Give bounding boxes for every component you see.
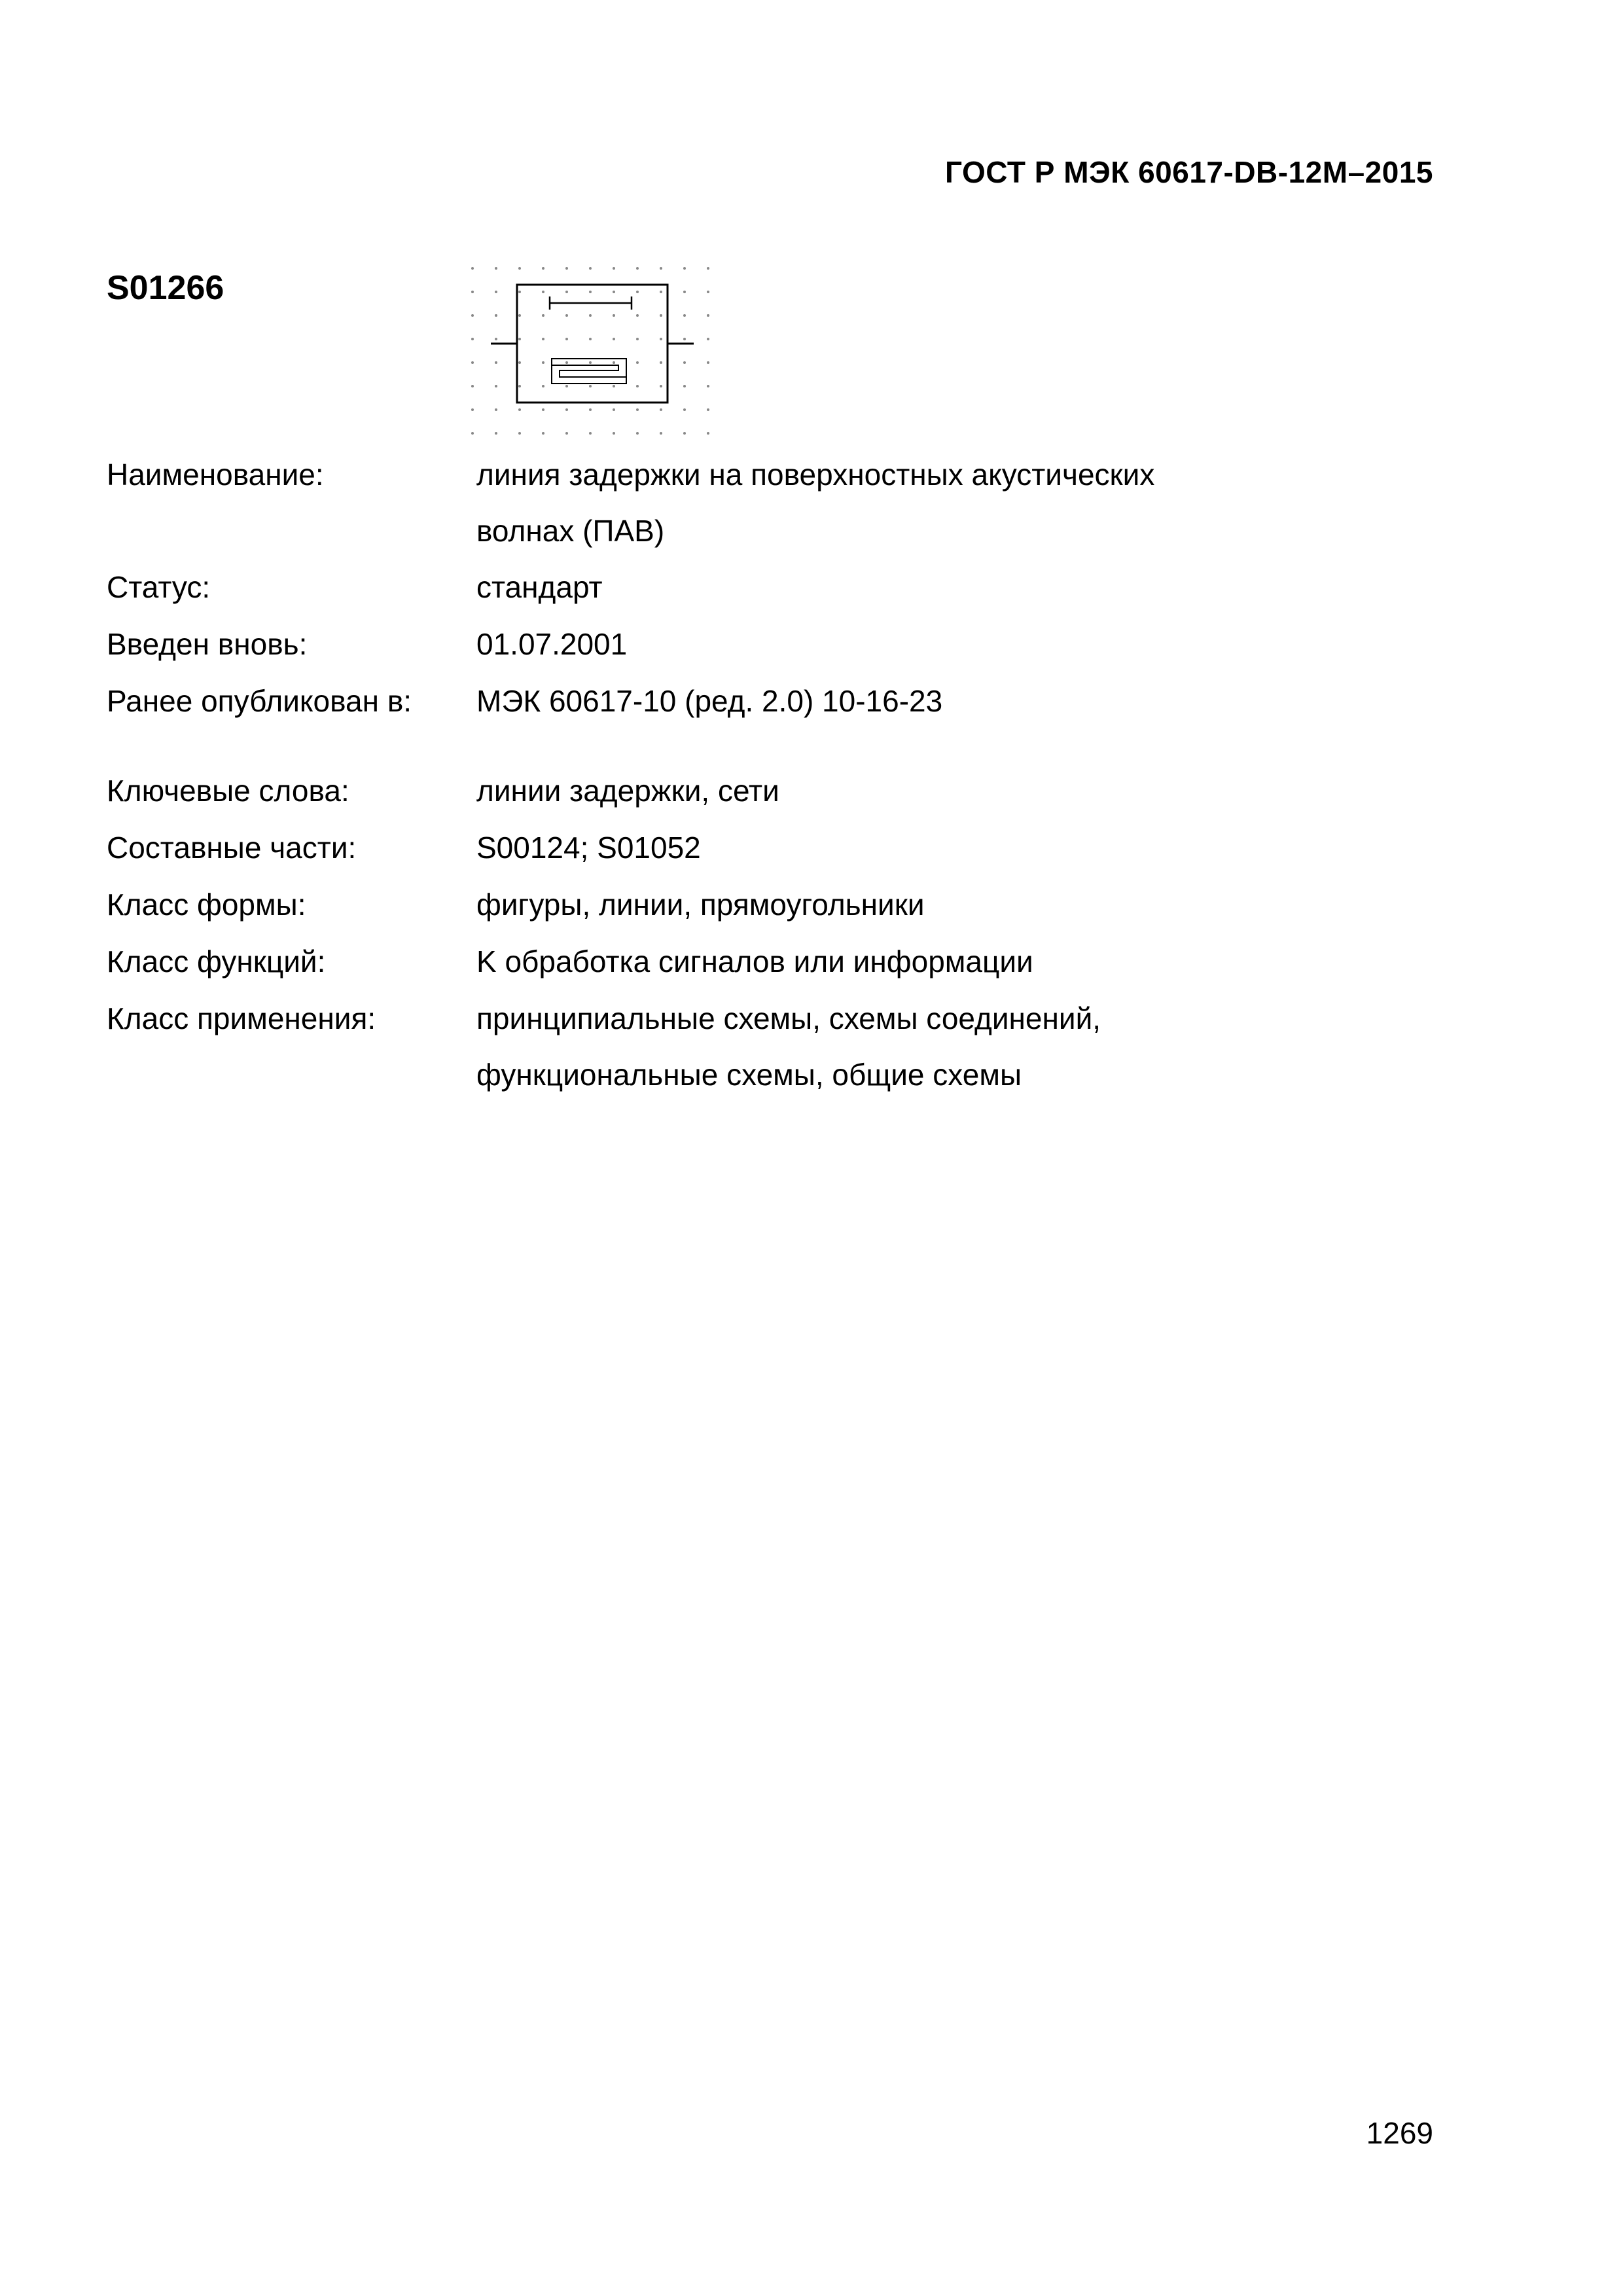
- grid-dot: [636, 408, 639, 411]
- grid-dot: [683, 314, 686, 317]
- grid-dot: [542, 291, 544, 293]
- grid-dot: [707, 432, 709, 435]
- field-label: Введен вновь:: [107, 627, 308, 661]
- field-value-line: волнах (ПАВ): [476, 514, 665, 548]
- grid-dot: [542, 408, 544, 411]
- field-value-line: МЭК 60617-10 (ред. 2.0) 10-16-23: [476, 684, 943, 718]
- grid-dot: [589, 338, 592, 340]
- grid-dot: [613, 291, 615, 293]
- field-value-line: стандарт: [476, 570, 603, 604]
- field-row: [107, 819, 1458, 876]
- grid-dot: [683, 385, 686, 387]
- grid-dot: [471, 291, 474, 293]
- field-label: Наименование:: [107, 457, 324, 492]
- grid-dot: [542, 432, 544, 435]
- field-label: Ранее опубликован в:: [107, 684, 412, 718]
- grid-dot: [471, 267, 474, 270]
- grid-dot: [613, 408, 615, 411]
- grid-dot: [495, 291, 497, 293]
- field-label: Ключевые слова:: [107, 774, 349, 808]
- grid-dot: [565, 267, 568, 270]
- field-value-line: линия задержки на поверхностных акустических: [476, 457, 1155, 492]
- grid-dot: [542, 338, 544, 340]
- grid-dot: [542, 267, 544, 270]
- grid-dot: [707, 338, 709, 340]
- grid-dot: [683, 408, 686, 411]
- grid-dot: [636, 361, 639, 364]
- grid-dot: [471, 432, 474, 435]
- grid-dot: [471, 314, 474, 317]
- field-value-line: K обработка сигналов или информации: [476, 944, 1033, 978]
- field-value: [476, 990, 1458, 1103]
- grid-dot: [518, 314, 521, 317]
- grid-dot: [518, 361, 521, 364]
- grid-dot: [707, 361, 709, 364]
- grid-dot: [683, 361, 686, 364]
- grid-dot: [589, 432, 592, 435]
- grid-dot: [495, 314, 497, 317]
- field-row: [107, 616, 1458, 672]
- field-label: Статус:: [107, 570, 211, 604]
- field-value-line: функциональные схемы, общие схемы: [476, 1058, 1022, 1092]
- field-row: [107, 933, 1458, 990]
- field-label: Класс применения:: [107, 1001, 376, 1035]
- grid-dot: [636, 267, 639, 270]
- symbol-code: S01266: [107, 269, 224, 307]
- field-row: [107, 559, 1458, 615]
- grid-dot: [565, 408, 568, 411]
- field-value-line: 01.07.2001: [476, 627, 628, 661]
- grid-dot: [589, 361, 592, 364]
- grid-dot: [495, 385, 497, 387]
- grid-dot: [518, 432, 521, 435]
- grid-dots: [471, 267, 709, 435]
- field-value: [476, 819, 1458, 876]
- grid-dot: [565, 361, 568, 364]
- grid-dot: [518, 408, 521, 411]
- grid-dot: [495, 432, 497, 435]
- field-label: Класс функций:: [107, 944, 326, 978]
- field-value-line: линии задержки, сети: [476, 774, 779, 808]
- grid-dot: [636, 385, 639, 387]
- grid-dot: [660, 408, 662, 411]
- document-header: ГОСТ Р МЭК 60617-DB-12M–2015: [945, 155, 1433, 189]
- grid-dot: [636, 291, 639, 293]
- grid-dot: [613, 314, 615, 317]
- grid-dot: [636, 432, 639, 435]
- grid-dot: [683, 267, 686, 270]
- grid-dot: [589, 314, 592, 317]
- grid-dot: [471, 338, 474, 340]
- grid-dot: [495, 361, 497, 364]
- field-label: Составные части:: [107, 831, 357, 865]
- grid-dot: [613, 267, 615, 270]
- field-value-line: принципиальные схемы, схемы соединений,: [476, 1001, 1101, 1035]
- grid-dot: [589, 385, 592, 387]
- field-label: Класс формы:: [107, 888, 306, 922]
- page-number: 1269: [1366, 2116, 1433, 2150]
- grid-dot: [707, 385, 709, 387]
- grid-dot: [495, 338, 497, 340]
- grid-dot: [613, 361, 615, 364]
- grid-dot: [518, 267, 521, 270]
- grid-dot: [613, 432, 615, 435]
- grid-dot: [660, 361, 662, 364]
- grid-dot: [613, 385, 615, 387]
- grid-dot: [589, 291, 592, 293]
- field-value: [476, 933, 1458, 990]
- grid-dot: [660, 385, 662, 387]
- grid-dot: [707, 314, 709, 317]
- grid-dot: [471, 408, 474, 411]
- grid-dot: [542, 314, 544, 317]
- grid-dot: [683, 432, 686, 435]
- field-value-line: фигуры, линии, прямоугольники: [476, 888, 925, 922]
- grid-dot: [660, 314, 662, 317]
- grid-dot: [518, 291, 521, 293]
- grid-dot: [565, 432, 568, 435]
- grid-dot: [636, 338, 639, 340]
- field-value: [476, 673, 1458, 729]
- field-row: [107, 446, 1458, 559]
- grid-dot: [636, 314, 639, 317]
- grid-dot: [660, 291, 662, 293]
- grid-dot: [471, 385, 474, 387]
- grid-dot: [565, 385, 568, 387]
- field-value: [476, 876, 1458, 933]
- field-row: [107, 990, 1458, 1103]
- field-value: [476, 559, 1458, 615]
- grid-dot: [707, 291, 709, 293]
- field-row: [107, 876, 1458, 933]
- grid-dot: [542, 385, 544, 387]
- grid-dot: [471, 361, 474, 364]
- grid-dot: [518, 338, 521, 340]
- grid-dot: [589, 267, 592, 270]
- grid-dot: [565, 338, 568, 340]
- grid-dot: [660, 338, 662, 340]
- grid-dot: [707, 408, 709, 411]
- grid-dot: [518, 385, 521, 387]
- field-value-line: S00124; S01052: [476, 831, 701, 865]
- grid-dot: [707, 267, 709, 270]
- field-row: [107, 673, 1458, 729]
- grid-dot: [660, 432, 662, 435]
- field-value: [476, 762, 1458, 819]
- grid-dot: [542, 361, 544, 364]
- field-row: [107, 762, 1458, 819]
- grid-dot: [589, 408, 592, 411]
- grid-dot: [565, 291, 568, 293]
- grid-dot: [683, 291, 686, 293]
- saw-delay-line-symbol-icon: [458, 262, 733, 439]
- grid-dot: [613, 338, 615, 340]
- field-value: [476, 446, 1458, 559]
- field-value: [476, 616, 1458, 672]
- grid-dot: [660, 267, 662, 270]
- grid-dot: [495, 408, 497, 411]
- grid-dot: [683, 338, 686, 340]
- grid-dot: [495, 267, 497, 270]
- grid-dot: [565, 314, 568, 317]
